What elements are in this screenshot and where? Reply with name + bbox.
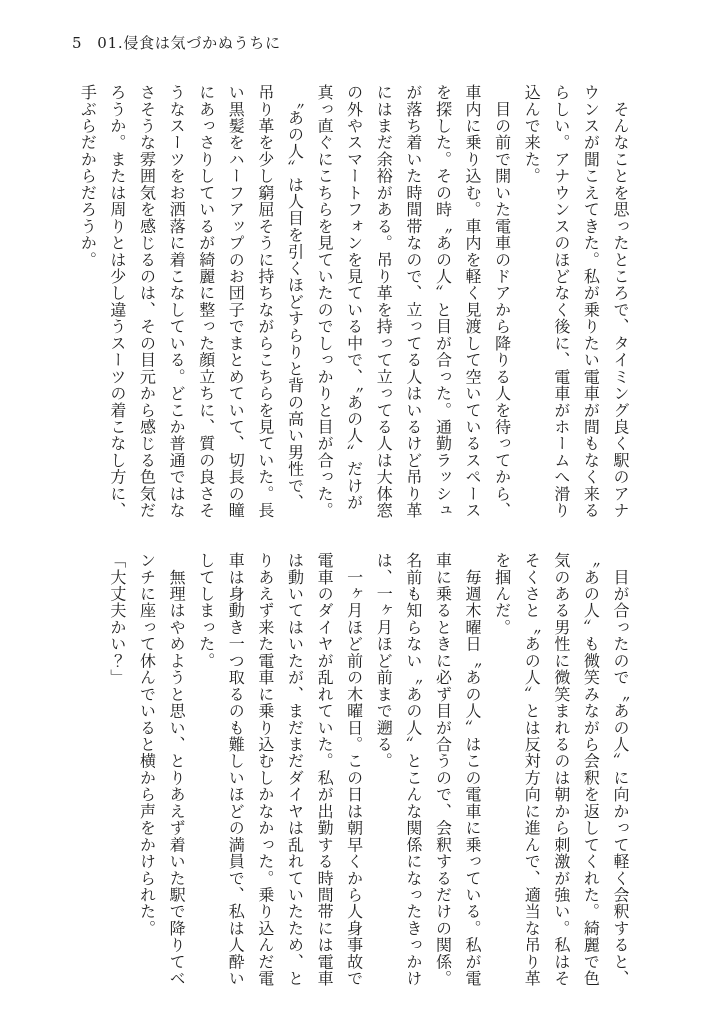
paragraph: 目の前で開いた電車のドアから降りる人を待ってから、車内に乗り込む。車内を軽く見渡して空いているスペースを探した。その時〝あの人〞と目が合った。通勤ラッシュが落ち着いた時間帯なので、立ってる人はいるけど吊り革にはまだ余裕がある。吊り革を持って立ってる人は大体窓の外やスマートフォンを見ている中で、〝あの人〞だけが真っ直ぐにこちらを見ていたのでしっかりと目が合った。 [315,84,512,519]
paragraph: そんなことを思ったところで、タイミング良く駅のアナウンスが聞こえてきた。私が乗りたい電車が間もなく来るらしい。アナウンスのほどなく後に、電車がホームへ滑り込んで来た。 [522,84,630,519]
paragraph: 毎週木曜日〝あの人〞はこの電車に乗っている。私が電車に乗るときに必ず目が合うので、会釈するだけの関係。名前も知らない〝あの人〞とこんな関係になったきっかけは、一ヶ月ほど前まで遡る。 [374,552,483,987]
paragraph: 無理はやめようと思い、とりあえず着いた駅で降りてベンチに座って休んでいると横から声をかけられた。 [137,552,187,987]
page-header [72,32,281,53]
chapter-title: 01.侵食は気づかぬうちに [97,34,281,52]
paragraph: 〝あの人〞は人目を引くほどすらりと背の高い男性で、吊り革を少し窮屈そうに持ちながらこちらを見ていた。長い黒髪をハーフアップのお団子でまとめていて、切長の瞳にあっさりしているが綺麗に整った顔立ちに、質の良さそうなスーツをお洒落に着こなしている。どこか普通ではなさそうな雰囲気を感じるのは、その目元から感じる色気だろうか。または周りとは少し違うスーツの着こなし方に、手ぶらだからだろうか。 [78,84,305,519]
page-number: 5 [72,34,83,52]
paragraph: 一ヶ月ほど前の木曜日。この日は朝早くから人身事故で電車のダイヤが乱れていた。私が出勤する時間帯には電車は動いてはいたが、まだまだダイヤは乱れていたため、とりあえず来た電車に乗り込むしかなかった。乗り込んだ電車は身動き一つ取るのも難しいほどの満員で、私は人酔いしてしまった。 [196,552,364,987]
text-section-lower [63,552,635,1002]
paragraph-dialogue: 「大丈夫かい？」 [107,552,127,686]
paragraph: 目が合ったので〝あの人〞に向かって軽く会釈すると、〝あの人〞も微笑みながら会釈を返してくれた。綺麗で色気のある男性に微笑まれるのは朝から刺激が強い。私はそそくさと〝あの人〞とは反対方向に進んで、適当な吊り革を掴んだ。 [492,552,630,987]
text-section-upper [63,84,635,522]
